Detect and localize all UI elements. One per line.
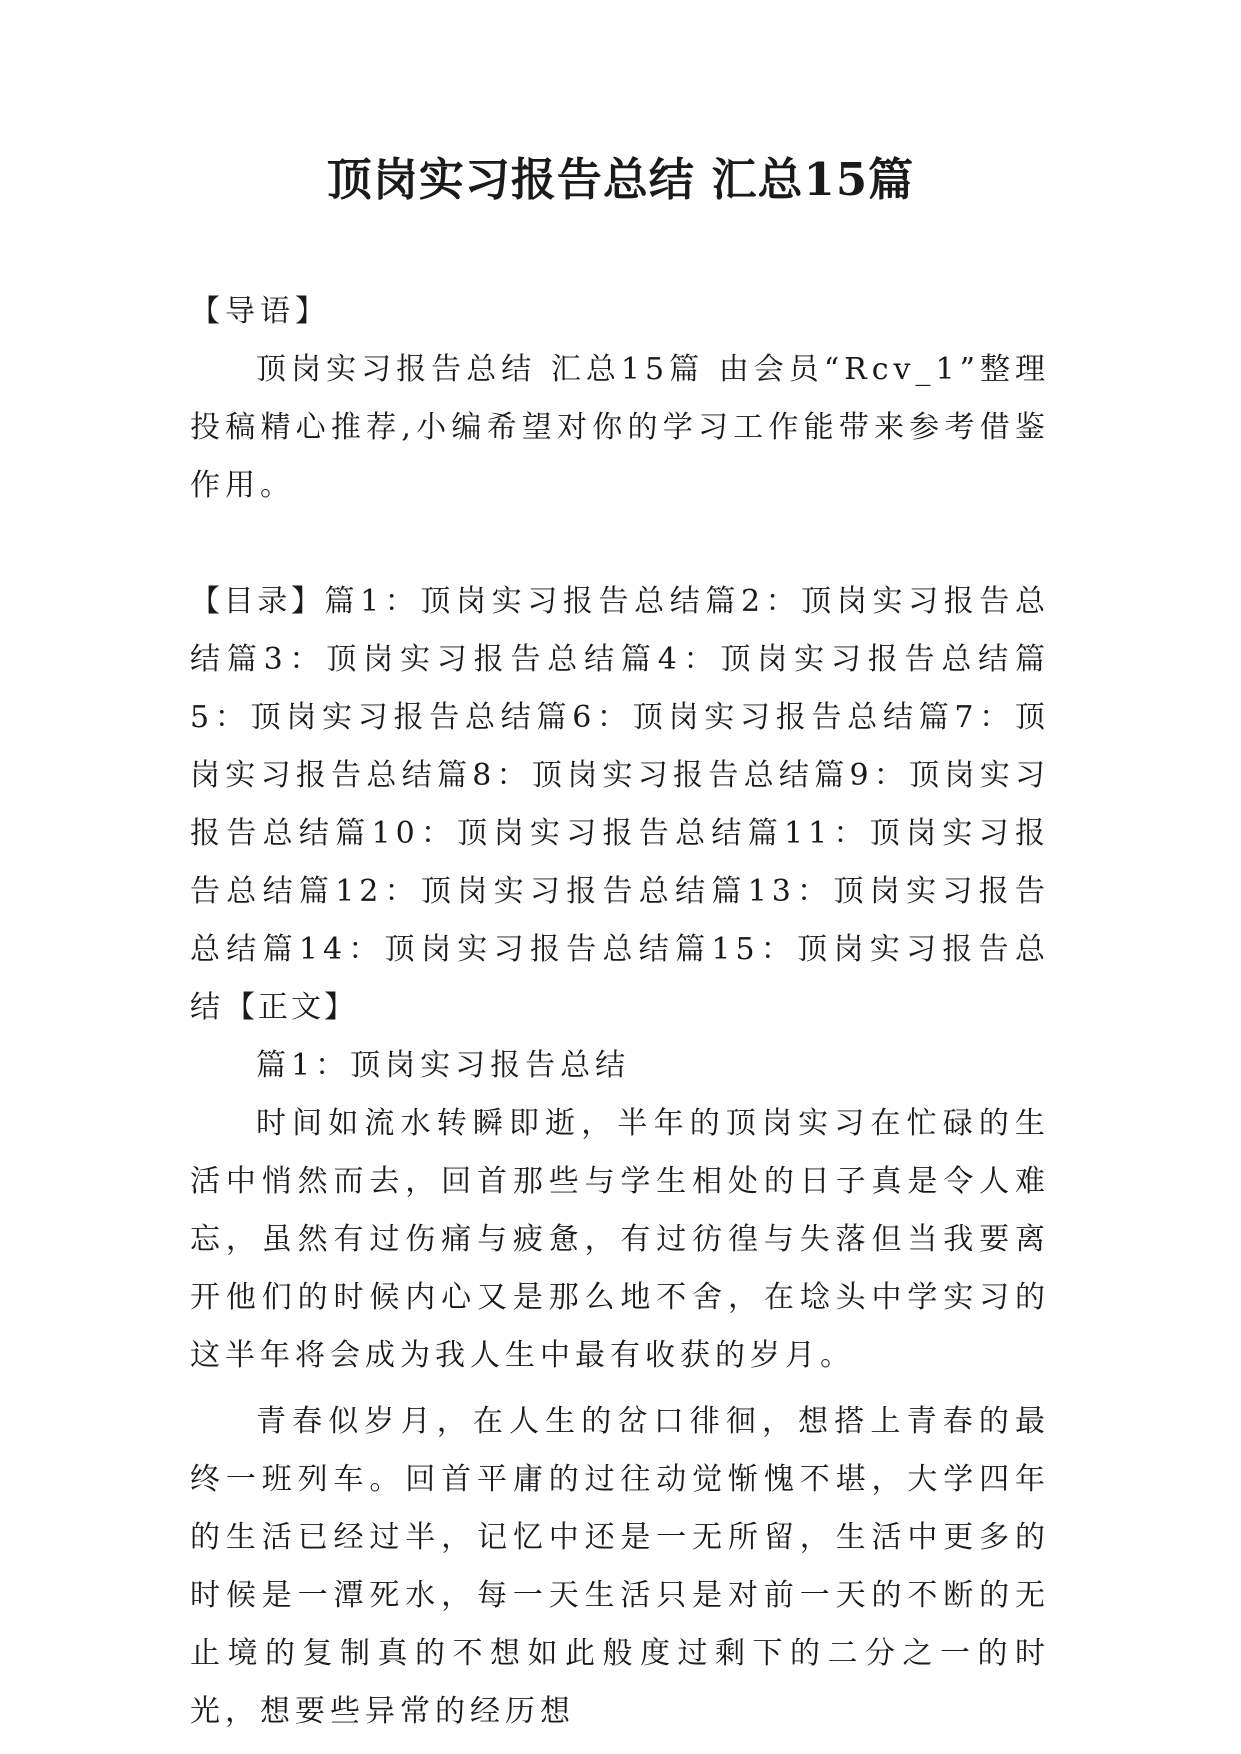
body-label: 【正文】 [225, 990, 357, 1025]
intro-text: 顶岗实习报告总结 汇总15篇 由会员“Rcv_1”整理投稿精心推荐,小编希望对你的学习工作能带来参考借鉴作用。 [190, 352, 1050, 503]
toc-paragraph [190, 573, 1050, 1037]
document-title: 顶岗实习报告总结 汇总15篇 [326, 153, 915, 206]
intro-label: 【导语】 [190, 294, 330, 329]
toc-label: 【目录】 [190, 584, 325, 619]
document-content [190, 283, 1050, 1741]
body-paragraph-1: 时间如流水转瞬即逝，半年的顶岗实习在忙碌的生活中悄然而去，回首那些与学生相处的日子真是令人难忘，虽然有过伤痛与疲惫，有过彷徨与失落但当我要离开他们的时候内心又是那么地不舍，在埝头中学实习的这半年将会成为我人生中最有收获的岁月。 [190, 1106, 1050, 1373]
section-heading: 篇1：顶岗实习报告总结 [256, 1048, 631, 1083]
body-paragraph-2: 青春似岁月，在人生的岔口徘徊，想搭上青春的最终一班列车。回首平庸的过往动觉惭愧不堪，大学四年的生活已经过半，记忆中还是一无所留，生活中更多的时候是一潭死水，每一天生活只是对前一天的不断的无止境的复制真的不想如此般度过剩下的二分之一的时光，想要些异常的经历想 [190, 1404, 1050, 1729]
toc-text: 篇1：顶岗实习报告总结篇2：顶岗实习报告总结篇3：顶岗实习报告总结篇4：顶岗实习报告总结篇5：顶岗实习报告总结篇6：顶岗实习报告总结篇7：顶岗实习报告总结篇8：顶岗实习报告总结篇9：顶岗实习报告总结篇10：顶岗实习报告总结篇11：顶岗实习报告总结篇12：顶岗实习报告总结篇13：顶岗实习报告总结篇14：顶岗实习报告总结篇15：顶岗实习报告总结 [190, 584, 1050, 1025]
